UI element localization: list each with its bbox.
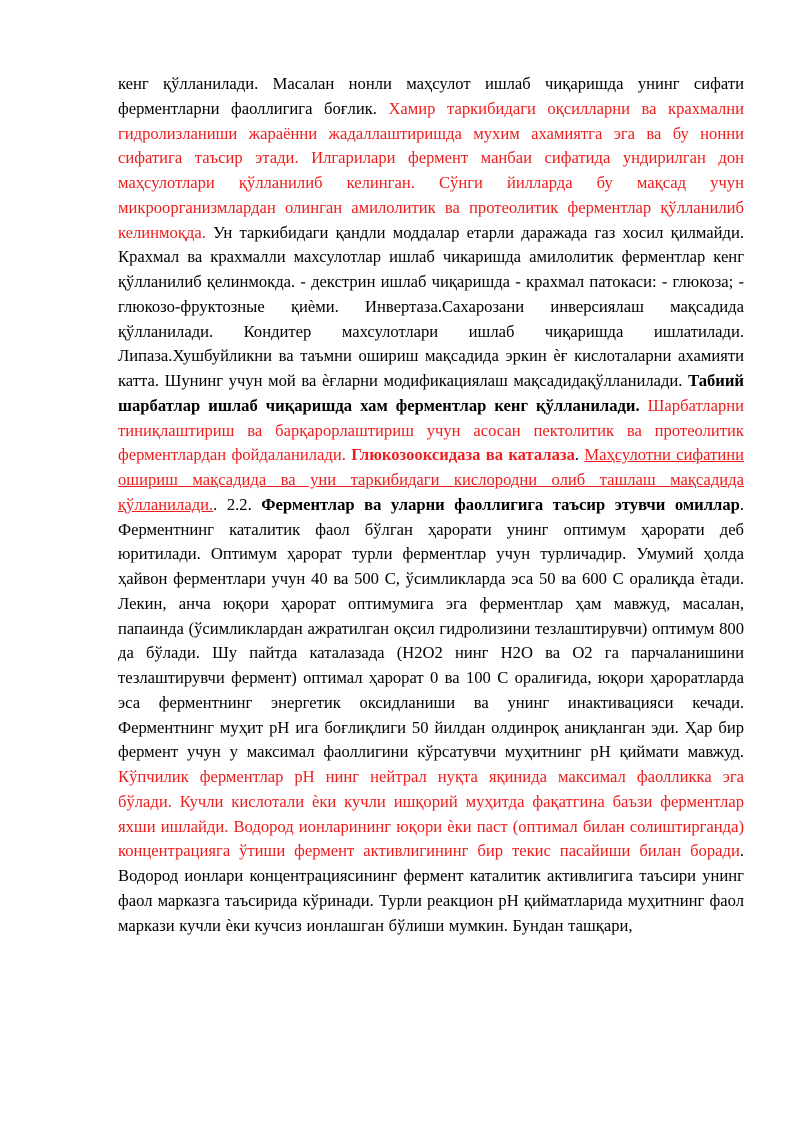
highlighted-text: Кўпчилик ферментлар рН нинг нейтрал нуқта яқинида максимал фаолликка эга бўлади. Кучли кислотали ѐки кучли ишқорий муҳитда фақатгина баъзи ферментлар яхши ишлайди. Водород ионларининг юқори ѐки паст (оптимал билан солиштирганда) концентрацияга ўтиши фермент активлигининг бир текис пасайиши билан боради xyxy=(118,767,744,861)
text-segment: Ун таркибидаги қандли моддалар етарли даражада газ хосил қилмайди. Крахмал ва крахмалли махсулотлар ишлаб чикаришда амилолитик ферментлар кенг қўлланилиб қелинмокда. - декстрин ишлаб чиқаришда - крахмал патокаси: - глюкоза; - глюкозо-фруктозные қиѐми. Инвертаза.Сахарозани инверсиялаш мақсадида қўлланилади. Кондитер махсулотлари ишлаб чиқаришда ишлатилади. Липаза.Хушбуйликни ва таъмни ошириш мақсадида эркин ѐғ кислоталарни ахамияти катта. Шунинг учун мой ва ѐғларни модификациялаш мақсадидақўлланилади. xyxy=(118,222,744,390)
text-segment: кенг қўлланилади. Масалан нонли маҳсулот ишлаб чиқаришда унинг сифати ферментларни фаоллигига боғлик. xyxy=(118,74,744,118)
highlighted-text: Хамир таркибидаги оқсилларни ва крахмални гидролизланиши жараённи жадаллаштиришда мухим ахамиятга эга ва бу нонни сифатига таъсир этади. Илгарилари фермент манбаи сифатида ундирилган дон маҳсулотлари қўлланилиб келинган. Сўнги йилларда бу мақсад учун микроорганизмлардан олинган амилолитик ва протеолитик ферментлар қўлланилиб келинмоқда. xyxy=(118,98,744,242)
bold-text: Табиий шарбатлар ишлаб чиқаришда хам ферментлар кенг қўлланилади. xyxy=(118,371,744,415)
highlighted-bold-text: Глюкозооксидаза ва каталаза xyxy=(351,445,575,465)
highlighted-text: Шарбатларни тиниқлаштириш ва барқарорлаштириш учун асосан пектолитик ва протеолитик ферментлардан фойдаланилади. xyxy=(118,395,744,465)
section-heading: Ферментлар ва уларни фаоллигига таъсир этувчи омиллар xyxy=(261,494,740,514)
highlighted-underlined-text: Маҳсулотни сифатини ошириш мақсадида ва уни таркибидаги кислородни олиб ташлаш мақсадида қўлланилади. xyxy=(118,445,744,514)
text-segment: . 2.2. xyxy=(213,494,262,514)
text-segment: . Ферментнинг каталитик фаол бўлган ҳарорати унинг оптимум ҳарорати деб юритилади. Оптимум ҳарорат турли ферментлар учун турличадир. Умумий ҳолда ҳайвон ферментлари учун 40 ва 500 С, ўсимликларда эса 50 ва 600 С оралиқда ѐтади. Лекин, анча юқори ҳарорат оптимумига эга ферментлар ҳам мавжуд, масалан, папаинда (ўсимликлардан ажратилган оқсил гидролизини тезлаштирувчи) оптимум 800 да бўлади. Шу пайтда каталазада (Н2О2 нинг Н2О ва О2 га парчаланишини тезлаштирувчи фермент) оптимал ҳарорат 0 ва 100 С оралиғида, юқори ҳароратларда эса ферментнинг энергетик оксидланиши ва унинг инактивацияси кечади. Ферментнинг муҳит рН ига боғлиқлиги 50 йилдан олдинроқ аниқланган эди. Ҳар бир фермент учун у максимал фаоллигини кўрсатувчи муҳитнинг рН қиймати мавжуд. xyxy=(118,494,745,762)
text-segment: . xyxy=(574,445,585,465)
document-body xyxy=(118,72,744,938)
text-segment: . Водород ионлари концентрациясининг фермент каталитик активлигига таъсири унинг фаол марказга таъсирида кўринади. Турли реакцион рН қийматларида муҳитнинг фаол маркази кучли ѐки кучсиз ионлашган бўлиши мумкин. Бундан ташқари, xyxy=(118,841,744,935)
